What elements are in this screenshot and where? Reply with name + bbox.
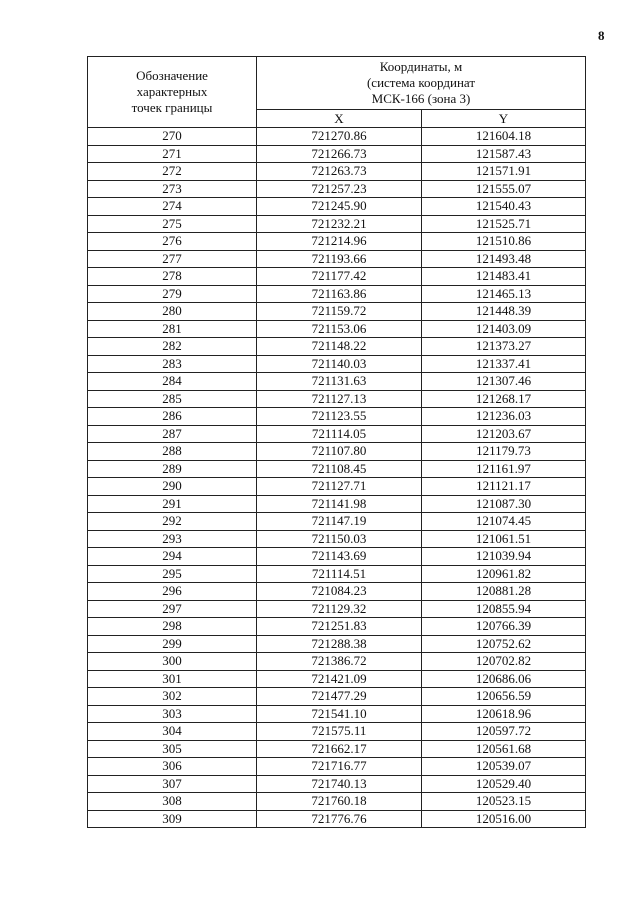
y-coordinate-cell: 120766.39 <box>422 618 586 636</box>
y-coordinate-cell: 121203.67 <box>422 425 586 443</box>
x-coordinate-cell: 721108.45 <box>257 460 422 478</box>
point-number-cell: 308 <box>88 793 257 811</box>
y-coordinate-cell: 120618.96 <box>422 705 586 723</box>
point-number-cell: 281 <box>88 320 257 338</box>
header-text: Координаты, м <box>379 59 463 74</box>
table-row <box>88 583 586 601</box>
y-coordinate-cell: 121465.13 <box>422 285 586 303</box>
x-coordinate-cell: 721084.23 <box>257 583 422 601</box>
table-row <box>88 268 586 286</box>
x-coordinate-cell: 721214.96 <box>257 233 422 251</box>
point-number-cell: 290 <box>88 478 257 496</box>
y-coordinate-cell: 121510.86 <box>422 233 586 251</box>
point-number-cell: 302 <box>88 688 257 706</box>
header-text: Обозначение <box>136 68 208 83</box>
table-row <box>88 530 586 548</box>
y-coordinate-cell: 121403.09 <box>422 320 586 338</box>
point-number-cell: 278 <box>88 268 257 286</box>
x-coordinate-cell: 721148.22 <box>257 338 422 356</box>
point-number-cell: 303 <box>88 705 257 723</box>
point-number-cell: 292 <box>88 513 257 531</box>
table-row <box>88 180 586 198</box>
y-coordinate-cell: 121236.03 <box>422 408 586 426</box>
y-coordinate-cell: 121587.43 <box>422 145 586 163</box>
table-row <box>88 723 586 741</box>
x-coordinate-cell: 721288.38 <box>257 635 422 653</box>
table-row <box>88 443 586 461</box>
y-coordinate-cell: 120529.40 <box>422 775 586 793</box>
header-text: МСК-166 (зона 3) <box>371 91 471 106</box>
table-row <box>88 128 586 146</box>
x-coordinate-cell: 721477.29 <box>257 688 422 706</box>
table-row <box>88 618 586 636</box>
point-designation-header <box>88 57 257 128</box>
table-row <box>88 320 586 338</box>
y-coordinate-cell: 121493.48 <box>422 250 586 268</box>
y-coordinate-cell: 121179.73 <box>422 443 586 461</box>
table-row <box>88 373 586 391</box>
table-row <box>88 688 586 706</box>
point-number-cell: 297 <box>88 600 257 618</box>
point-number-cell: 285 <box>88 390 257 408</box>
point-number-cell: 277 <box>88 250 257 268</box>
table-row <box>88 810 586 828</box>
table-row <box>88 303 586 321</box>
page-number: 8 <box>598 28 605 43</box>
point-number-cell: 301 <box>88 670 257 688</box>
x-coordinate-cell: 721251.83 <box>257 618 422 636</box>
table-row <box>88 285 586 303</box>
y-coordinate-cell: 121483.41 <box>422 268 586 286</box>
x-coordinate-cell: 721147.19 <box>257 513 422 531</box>
point-number-cell: 307 <box>88 775 257 793</box>
point-number-cell: 279 <box>88 285 257 303</box>
y-coordinate-cell: 121337.41 <box>422 355 586 373</box>
point-number-cell: 287 <box>88 425 257 443</box>
point-number-cell: 283 <box>88 355 257 373</box>
point-number-cell: 309 <box>88 810 257 828</box>
y-coordinate-cell: 121268.17 <box>422 390 586 408</box>
header-text: (система координат <box>366 75 476 90</box>
x-coordinate-cell: 721421.09 <box>257 670 422 688</box>
x-coordinate-cell: 721716.77 <box>257 758 422 776</box>
x-coordinate-cell: 721193.66 <box>257 250 422 268</box>
x-coordinate-cell: 721114.05 <box>257 425 422 443</box>
y-coordinate-cell: 121074.45 <box>422 513 586 531</box>
table-row <box>88 250 586 268</box>
x-coordinate-cell: 721127.13 <box>257 390 422 408</box>
table-row <box>88 513 586 531</box>
table-row <box>88 215 586 233</box>
point-number-cell: 275 <box>88 215 257 233</box>
header-text: точек границы <box>131 100 213 115</box>
header-text: характерных <box>136 84 208 99</box>
y-coordinate-cell: 121039.94 <box>422 548 586 566</box>
x-coordinate-cell: 721662.17 <box>257 740 422 758</box>
point-number-cell: 299 <box>88 635 257 653</box>
y-coordinate-cell: 120702.82 <box>422 653 586 671</box>
table-row <box>88 565 586 583</box>
x-coordinate-cell: 721386.72 <box>257 653 422 671</box>
table-row <box>88 425 586 443</box>
x-coordinate-cell: 721123.55 <box>257 408 422 426</box>
table-row <box>88 705 586 723</box>
point-number-cell: 288 <box>88 443 257 461</box>
x-coordinate-cell: 721114.51 <box>257 565 422 583</box>
point-number-cell: 270 <box>88 128 257 146</box>
table-body <box>88 128 586 828</box>
table-row <box>88 338 586 356</box>
x-coordinate-cell: 721153.06 <box>257 320 422 338</box>
point-number-cell: 280 <box>88 303 257 321</box>
x-coordinate-cell: 721127.71 <box>257 478 422 496</box>
point-number-cell: 300 <box>88 653 257 671</box>
y-coordinate-cell: 120881.28 <box>422 583 586 601</box>
table-header <box>88 57 586 128</box>
x-coordinate-cell: 721245.90 <box>257 198 422 216</box>
x-coordinate-cell: 721107.80 <box>257 443 422 461</box>
y-coordinate-cell: 120686.06 <box>422 670 586 688</box>
point-number-cell: 271 <box>88 145 257 163</box>
table-row <box>88 635 586 653</box>
table-row <box>88 145 586 163</box>
table-row <box>88 775 586 793</box>
y-column-header: Y <box>422 110 586 128</box>
y-coordinate-cell: 120516.00 <box>422 810 586 828</box>
x-coordinate-cell: 721740.13 <box>257 775 422 793</box>
x-coordinate-cell: 721575.11 <box>257 723 422 741</box>
x-coordinate-cell: 721143.69 <box>257 548 422 566</box>
table-row <box>88 355 586 373</box>
table-row <box>88 198 586 216</box>
x-coordinate-cell: 721270.86 <box>257 128 422 146</box>
point-number-cell: 295 <box>88 565 257 583</box>
table-row <box>88 600 586 618</box>
point-number-cell: 293 <box>88 530 257 548</box>
y-coordinate-cell: 121087.30 <box>422 495 586 513</box>
y-coordinate-cell: 120855.94 <box>422 600 586 618</box>
x-coordinate-cell: 721257.23 <box>257 180 422 198</box>
point-number-cell: 291 <box>88 495 257 513</box>
table-row <box>88 758 586 776</box>
x-coordinate-cell: 721131.63 <box>257 373 422 391</box>
x-coordinate-cell: 721266.73 <box>257 145 422 163</box>
x-coordinate-cell: 721141.98 <box>257 495 422 513</box>
point-number-cell: 273 <box>88 180 257 198</box>
y-coordinate-cell: 121604.18 <box>422 128 586 146</box>
y-coordinate-cell: 121373.27 <box>422 338 586 356</box>
x-coordinate-cell: 721159.72 <box>257 303 422 321</box>
point-number-cell: 286 <box>88 408 257 426</box>
point-number-cell: 304 <box>88 723 257 741</box>
coordinates-table <box>87 56 586 828</box>
x-coordinate-cell: 721776.76 <box>257 810 422 828</box>
x-coordinate-cell: 721150.03 <box>257 530 422 548</box>
y-coordinate-cell: 121571.91 <box>422 163 586 181</box>
table-row <box>88 408 586 426</box>
y-coordinate-cell: 120961.82 <box>422 565 586 583</box>
y-coordinate-cell: 121448.39 <box>422 303 586 321</box>
point-number-cell: 284 <box>88 373 257 391</box>
y-coordinate-cell: 121307.46 <box>422 373 586 391</box>
y-coordinate-cell: 120597.72 <box>422 723 586 741</box>
table-row <box>88 740 586 758</box>
point-number-cell: 282 <box>88 338 257 356</box>
y-coordinate-cell: 120561.68 <box>422 740 586 758</box>
table-row <box>88 478 586 496</box>
coordinates-header <box>257 57 586 110</box>
y-coordinate-cell: 120752.62 <box>422 635 586 653</box>
table-row <box>88 548 586 566</box>
y-coordinate-cell: 120523.15 <box>422 793 586 811</box>
table-row <box>88 390 586 408</box>
table-row <box>88 670 586 688</box>
table-row <box>88 460 586 478</box>
x-coordinate-cell: 721232.21 <box>257 215 422 233</box>
x-coordinate-cell: 721140.03 <box>257 355 422 373</box>
x-coordinate-cell: 721163.86 <box>257 285 422 303</box>
point-number-cell: 276 <box>88 233 257 251</box>
x-coordinate-cell: 721541.10 <box>257 705 422 723</box>
x-coordinate-cell: 721129.32 <box>257 600 422 618</box>
y-coordinate-cell: 121525.71 <box>422 215 586 233</box>
point-number-cell: 272 <box>88 163 257 181</box>
table-row <box>88 163 586 181</box>
y-coordinate-cell: 121061.51 <box>422 530 586 548</box>
y-coordinate-cell: 121555.07 <box>422 180 586 198</box>
x-coordinate-cell: 721263.73 <box>257 163 422 181</box>
point-number-cell: 305 <box>88 740 257 758</box>
table-row <box>88 233 586 251</box>
point-number-cell: 289 <box>88 460 257 478</box>
point-number-cell: 274 <box>88 198 257 216</box>
y-coordinate-cell: 120539.07 <box>422 758 586 776</box>
y-coordinate-cell: 121121.17 <box>422 478 586 496</box>
table-row <box>88 793 586 811</box>
x-coordinate-cell: 721760.18 <box>257 793 422 811</box>
point-number-cell: 294 <box>88 548 257 566</box>
table-row <box>88 495 586 513</box>
point-number-cell: 306 <box>88 758 257 776</box>
point-number-cell: 296 <box>88 583 257 601</box>
y-coordinate-cell: 120656.59 <box>422 688 586 706</box>
x-column-header: X <box>257 110 422 128</box>
x-coordinate-cell: 721177.42 <box>257 268 422 286</box>
table-row <box>88 653 586 671</box>
point-number-cell: 298 <box>88 618 257 636</box>
y-coordinate-cell: 121161.97 <box>422 460 586 478</box>
y-coordinate-cell: 121540.43 <box>422 198 586 216</box>
